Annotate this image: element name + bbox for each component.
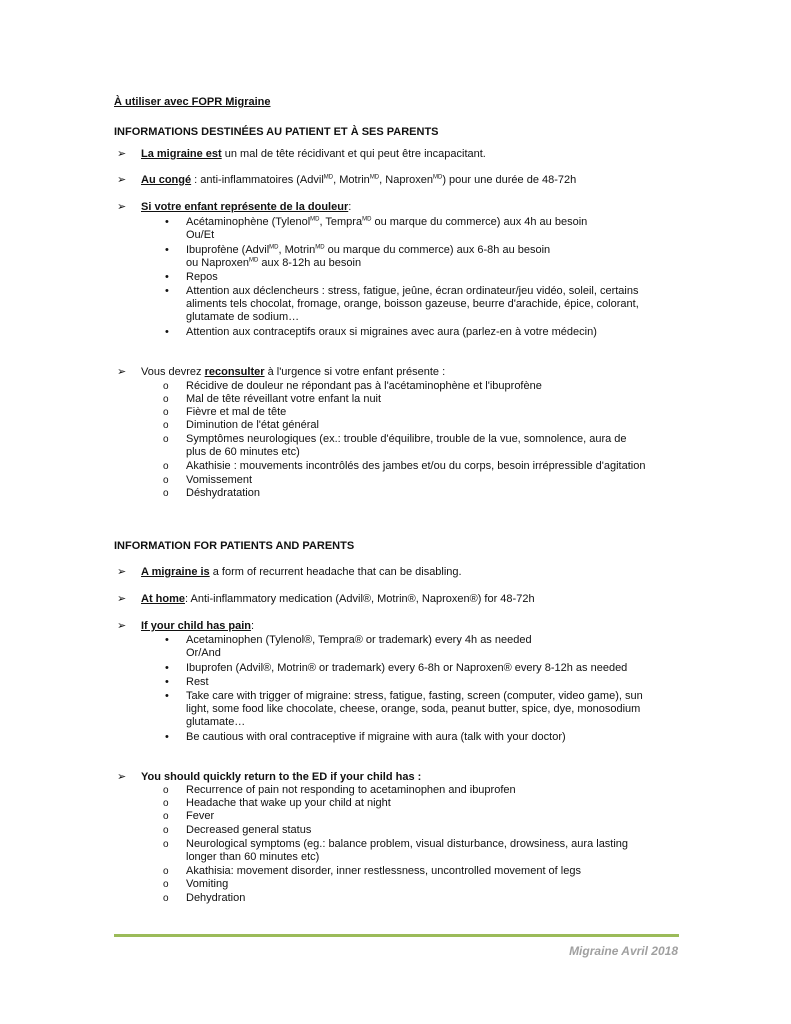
en-pain-contraceptives: Be cautious with oral contraceptive if migraine with aura (talk with your doctor) — [186, 731, 566, 743]
en-pain-heading: If your child has pain: — [141, 620, 255, 632]
fr-home-treatment: Au congé : anti-inflammatoires (Advil$^{MD}$, Motrin$^{MD}$, Naproxen$^{MD}$) pour une durée de 48-72h — [141, 174, 577, 186]
fr-return-heading: Vous devrez reconsulter à l'urgence si votre enfant présente : — [141, 366, 446, 378]
list-item: Diminution de l'état général — [186, 419, 319, 431]
list-item: Akathisie : mouvements incontrôlés des jambes et/ou du corps, besoin irrépressible d'agitation — [186, 460, 646, 472]
fr-pain-triggers-line3: glutamate de sodium… — [186, 311, 300, 323]
list-item: Symptômes neurologiques (ex.: trouble d'équilibre, trouble de la vue, somnolence, aura de — [186, 433, 627, 445]
circle-bullet-icon: o — [163, 394, 169, 405]
en-pain-rest: Rest — [186, 676, 209, 688]
list-item: Akathisia: movement disorder, inner restlessness, uncontrolled movement of legs — [186, 865, 581, 877]
list-item: Déshydratation — [186, 487, 260, 499]
arrow-bullet-icon: ➢ — [117, 201, 127, 213]
arrow-bullet-icon: ➢ — [117, 366, 127, 378]
bullet-dot-icon: • — [165, 326, 169, 338]
circle-bullet-icon: o — [163, 811, 169, 822]
en-pain-ibuprofen: Ibuprofen (Advil®, Motrin® or trademark) every 6-8h or Naproxen® every 8-12h as needed — [186, 662, 628, 674]
document-title: À utiliser avec FOPR Migraine — [114, 96, 271, 108]
list-item: Vomiting — [186, 878, 229, 890]
fr-pain-acetaminophen: Acétaminophène (Tylenol$^{MD}$, Tempra$^{MD}$ ou marque du commerce) aux 4h au besoin — [186, 216, 588, 228]
fr-pain-ibuprofen: Ibuprofène (Advil$^{MD}$, Motrin$^{MD}$ ou marque du commerce) aux 6-8h au besoin — [186, 244, 551, 256]
arrow-bullet-icon: ➢ — [117, 148, 127, 160]
en-pain-acetaminophen: Acetaminophen (Tylenol®, Tempra® or trademark) every 4h as needed — [186, 634, 532, 646]
en-pain-triggers-line1: Take care with trigger of migraine: stress, fatigue, fasting, screen (computer, video game), sun — [186, 690, 643, 702]
list-item: Decreased general status — [186, 824, 312, 836]
circle-bullet-icon: o — [163, 407, 169, 418]
en-pain-or-and: Or/And — [186, 647, 221, 659]
fr-pain-heading: Si votre enfant représente de la douleur: — [141, 201, 352, 213]
en-return-heading: You should quickly return to the ED if your child has : — [141, 771, 422, 783]
footer-text: Migraine Avril 2018 — [569, 944, 678, 958]
bullet-dot-icon: • — [165, 676, 169, 688]
circle-bullet-icon: o — [163, 420, 169, 431]
arrow-bullet-icon: ➢ — [117, 593, 127, 605]
list-item: Dehydration — [186, 892, 246, 904]
circle-bullet-icon: o — [163, 839, 169, 850]
circle-bullet-icon: o — [163, 488, 169, 499]
fr-pain-naproxen: ou Naproxen$^{MD}$ aux 8-12h au besoin — [186, 257, 362, 269]
circle-bullet-icon: o — [163, 461, 169, 472]
fr-pain-rest: Repos — [186, 271, 218, 283]
list-item: Recurrence of pain not responding to acetaminophen and ibuprofen — [186, 784, 516, 796]
list-item-continuation: longer than 60 minutes etc) — [186, 851, 320, 863]
circle-bullet-icon: o — [163, 893, 169, 904]
en-section-heading: INFORMATION FOR PATIENTS AND PARENTS — [114, 540, 355, 552]
list-item: Vomissement — [186, 474, 253, 486]
fr-pain-contraceptives: Attention aux contraceptifs oraux si migraines avec aura (parlez-en à votre médecin) — [186, 326, 597, 338]
fr-section-heading: INFORMATIONS DESTINÉES AU PATIENT ET À SES PARENTS — [114, 126, 439, 138]
fr-pain-triggers-line1: Attention aux déclencheurs : stress, fatigue, jeûne, écran ordinateur/jeu vidéo, soleil, certains — [186, 285, 639, 297]
circle-bullet-icon: o — [163, 866, 169, 877]
list-item: Fièvre et mal de tête — [186, 406, 287, 418]
fr-pain-or-and: Ou/Et — [186, 229, 215, 241]
circle-bullet-icon: o — [163, 434, 169, 445]
bullet-dot-icon: • — [165, 216, 169, 228]
circle-bullet-icon: o — [163, 879, 169, 890]
list-item: Récidive de douleur ne répondant pas à l'acétaminophène et l'ibuprofène — [186, 380, 542, 392]
en-home-treatment: At home: Anti-inflammatory medication (Advil®, Motrin®, Naproxen®) for 48-72h — [141, 593, 535, 605]
bullet-dot-icon: • — [165, 662, 169, 674]
bullet-dot-icon: • — [165, 731, 169, 743]
list-item: Mal de tête réveillant votre enfant la nuit — [186, 393, 382, 405]
list-item: Fever — [186, 810, 215, 822]
circle-bullet-icon: o — [163, 798, 169, 809]
bullet-dot-icon: • — [165, 634, 169, 646]
list-item-continuation: plus de 60 minutes etc) — [186, 446, 300, 458]
arrow-bullet-icon: ➢ — [117, 771, 127, 783]
footer-rule — [114, 934, 679, 937]
bullet-dot-icon: • — [165, 271, 169, 283]
list-item: Headache that wake up your child at night — [186, 797, 391, 809]
en-migraine-definition: A migraine is a form of recurrent headache that can be disabling. — [141, 566, 462, 578]
bullet-dot-icon: • — [165, 285, 169, 297]
en-pain-triggers-line2: light, some food like chocolate, cheese, orange, soda, peanut butter, spice, dye, monosodium — [186, 703, 641, 715]
circle-bullet-icon: o — [163, 381, 169, 392]
bullet-dot-icon: • — [165, 690, 169, 702]
arrow-bullet-icon: ➢ — [117, 620, 127, 632]
fr-migraine-definition: La migraine est un mal de tête récidivant et qui peut être incapacitant. — [141, 148, 486, 160]
fr-pain-triggers-line2: aliments tels chocolat, fromage, orange, boisson gazeuse, beurre d'arachide, épice, colorant, — [186, 298, 639, 310]
list-item: Neurological symptoms (eg.: balance problem, visual disturbance, drowsiness, aura lasting — [186, 838, 629, 850]
circle-bullet-icon: o — [163, 475, 169, 486]
circle-bullet-icon: o — [163, 785, 169, 796]
bullet-dot-icon: • — [165, 244, 169, 256]
en-pain-triggers-line3: glutamate… — [186, 716, 246, 728]
circle-bullet-icon: o — [163, 825, 169, 836]
arrow-bullet-icon: ➢ — [117, 566, 127, 578]
arrow-bullet-icon: ➢ — [117, 174, 127, 186]
